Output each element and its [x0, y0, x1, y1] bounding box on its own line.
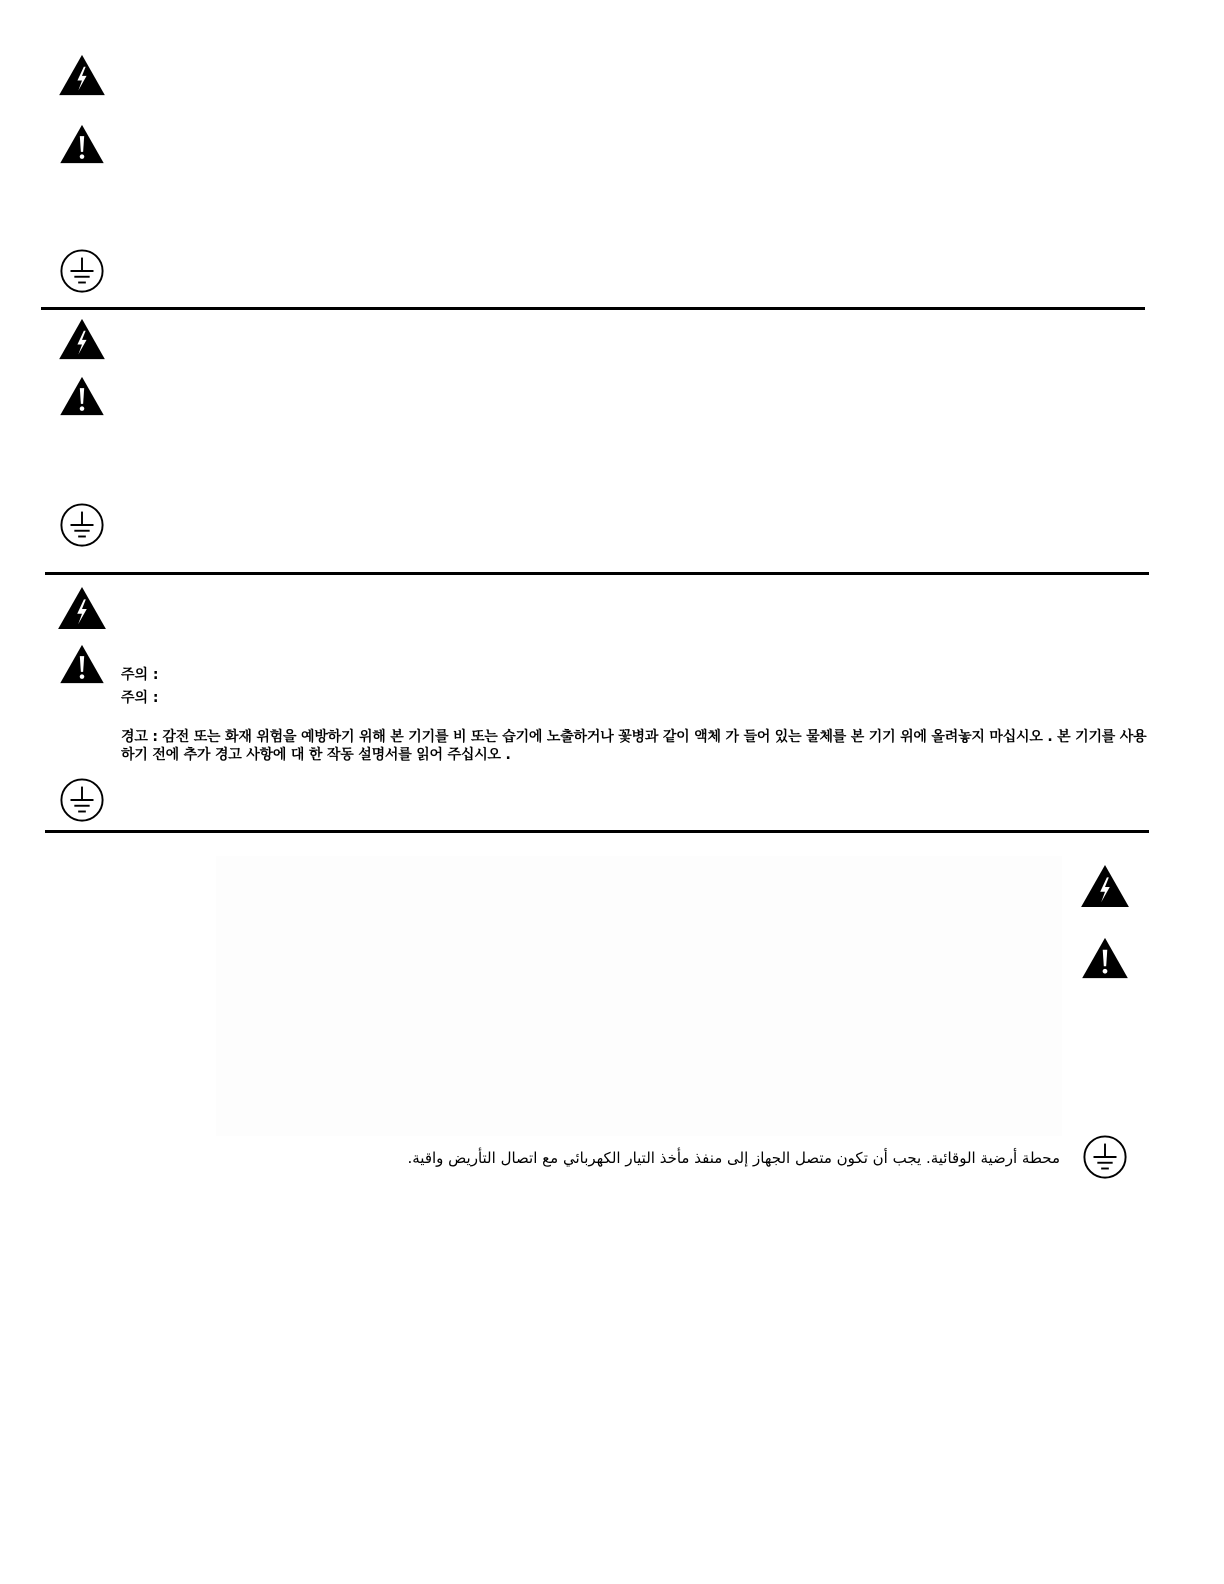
exclamation-triangle-icon — [58, 376, 106, 416]
ground-terminal-paragraph: محطة أرضية الوقائية. يجب أن تكون متصل الجهاز إلى منفذ مأخذ التيار الكهربائي مع اتصال التأريض واقية. — [407, 1149, 1060, 1167]
caution-label: 주의 : — [121, 690, 159, 706]
lightning-triangle-icon — [56, 54, 108, 96]
exclamation-triangle-icon — [1081, 937, 1129, 979]
protective-earth-icon — [59, 502, 105, 548]
section-divider — [45, 572, 1149, 575]
warning-paragraph: 경고 : 감전 또는 화재 위험을 예방하기 위해 본 기기를 비 또는 습기에 노출하거나 꽃병과 같이 액체 가 들어 있는 물체를 본 기기 위에 올려놓지 마십시오 . 본 기기를 사용하기 전에 추가 경고 사항에 대 한 작동 설명서를 읽어 주십시오 . — [121, 729, 1147, 763]
exclamation-triangle-icon — [58, 124, 106, 164]
section-divider — [41, 307, 1145, 310]
section-divider — [45, 830, 1149, 833]
lightning-triangle-icon — [1079, 864, 1131, 908]
lightning-triangle-icon — [56, 318, 108, 360]
protective-earth-icon — [1082, 1134, 1128, 1180]
caution-label: 주의 : — [121, 667, 159, 683]
protective-earth-icon — [59, 248, 105, 294]
text-area-background — [216, 856, 1062, 1136]
protective-earth-icon — [59, 777, 105, 823]
lightning-triangle-icon — [56, 586, 108, 630]
exclamation-triangle-icon — [58, 644, 106, 684]
